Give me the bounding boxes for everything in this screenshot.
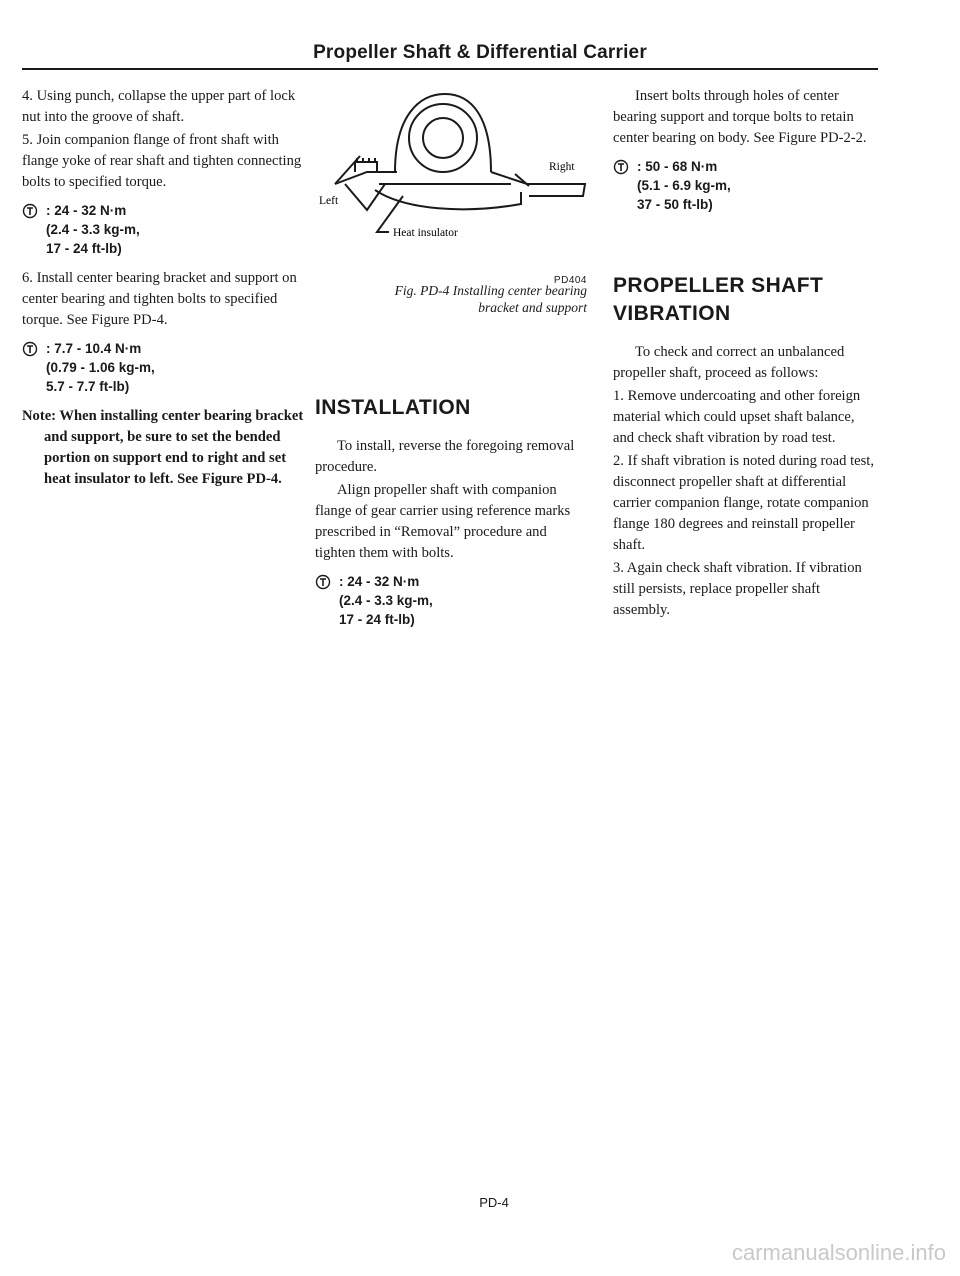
torque-icon	[22, 339, 46, 396]
step-5: 5. Join companion flange of front shaft with flange yoke of rear shaft and tighten connecting bolts to specified torque.	[22, 132, 302, 190]
torque-3-nm: : 24 - 32 N·m	[339, 574, 420, 589]
figure-pd4	[315, 86, 587, 315]
vibration-heading: PROPELLER SHAFT VIBRATION	[613, 274, 824, 325]
middle-column	[315, 86, 587, 639]
installation-note: Note: When installing center bearing bracket and support, be sure to set the bended portion on support end to right and set heat insulator to left. See Figure PD-4.	[22, 408, 304, 487]
torque-1-nm: : 24 - 32 N·m	[46, 203, 127, 218]
torque-icon	[613, 157, 637, 214]
torque-spec-3	[315, 572, 587, 629]
watermark: carmanualsonline.info	[731, 1240, 946, 1265]
page-number: PD-4	[479, 1195, 509, 1210]
right-column	[613, 86, 878, 623]
torque-1-ftlb: 17 - 24 ft-lb)	[46, 241, 122, 256]
torque-3-ftlb: 17 - 24 ft-lb)	[339, 612, 415, 627]
figure-code: PD404	[553, 275, 587, 286]
left-column	[22, 86, 309, 490]
torque-spec-4	[613, 157, 878, 214]
vibration-step-3: 3. Again check shaft vibration. If vibration still persists, replace propeller shaft assembly.	[613, 560, 862, 618]
torque-spec-1	[22, 201, 309, 258]
torque-2-nm: : 7.7 - 10.4 N·m	[46, 341, 142, 356]
vibration-step-1: 1. Remove undercoating and other foreign material which could upset shaft balance, and check shaft vibration by road test.	[613, 388, 861, 446]
torque-1-kgm: (2.4 - 3.3 kg-m,	[46, 222, 140, 237]
header-rule	[22, 68, 878, 70]
torque-icon	[22, 201, 46, 258]
vibration-step-2: 2. If shaft vibration is noted during road test, disconnect propeller shaft at differential carrier companion flange, rotate companion flange 180 degrees and reinstall propeller shaft.	[613, 453, 875, 553]
torque-4-nm: : 50 - 68 N·m	[637, 159, 718, 174]
torque-3-kgm: (2.4 - 3.3 kg-m,	[339, 593, 433, 608]
torque-4-kgm: (5.1 - 6.9 kg-m,	[637, 178, 731, 193]
label-left: Left	[319, 195, 339, 207]
installation-heading: INSTALLATION	[315, 396, 471, 419]
vibration-intro: To check and correct an unbalanced propeller shaft, proceed as follows:	[613, 344, 845, 381]
installation-p2: Align propeller shaft with companion flange of gear carrier using reference marks prescribed in “Removal” procedure and tighten them with bolts.	[315, 482, 571, 561]
step-4: 4. Using punch, collapse the upper part of lock nut into the groove of shaft.	[22, 88, 296, 125]
torque-2-ftlb: 5.7 - 7.7 ft-lb)	[46, 379, 130, 394]
torque-4-ftlb: 37 - 50 ft-lb)	[637, 197, 713, 212]
right-p1: Insert bolts through holes of center bearing support and torque bolts to retain center bearing on body. See Figure PD-2-2.	[613, 88, 867, 146]
torque-2-kgm: (0.79 - 1.06 kg-m,	[46, 360, 155, 375]
page-header-title: Propeller Shaft & Differential Carrier	[313, 42, 647, 63]
label-heat-insulator: Heat insulator	[393, 227, 458, 239]
figure-caption: Fig. PD-4 Installing center bearing bracket and support	[394, 283, 587, 315]
torque-spec-2	[22, 339, 309, 396]
installation-p1: To install, reverse the foregoing removal procedure.	[315, 438, 575, 475]
torque-icon	[315, 572, 339, 629]
step-6: 6. Install center bearing bracket and support on center bearing and tighten bolts to specified torque. See Figure PD-4.	[22, 270, 297, 328]
label-right: Right	[549, 161, 575, 173]
center-bearing-diagram	[315, 86, 587, 266]
